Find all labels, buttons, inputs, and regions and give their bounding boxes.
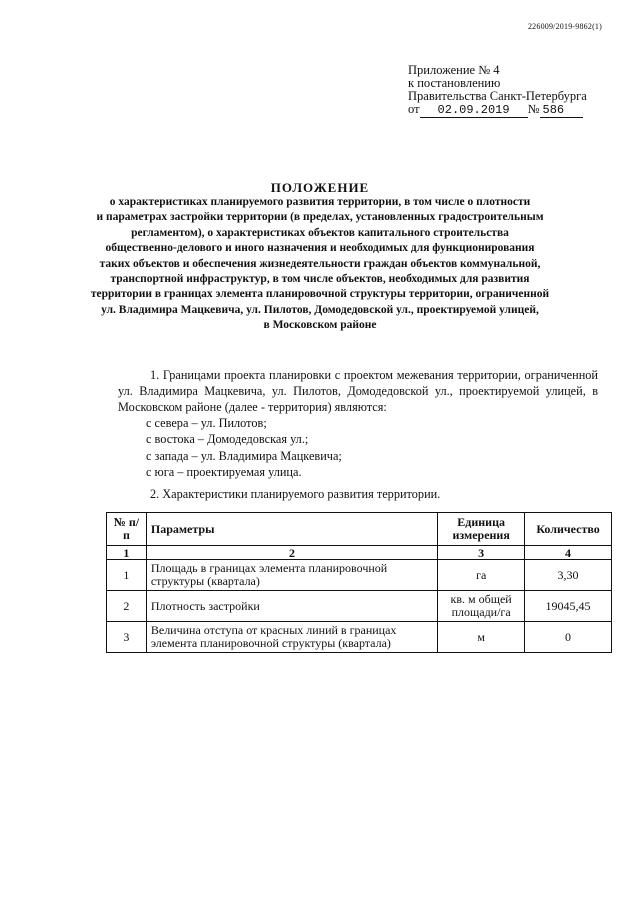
subtitle-line: общественно-делового и иного назначения и необходимых для функционирования: [105, 242, 535, 255]
subtitle-line: таких объектов и обеспечения жизнедеятельности граждан объектов коммунальной,: [99, 257, 541, 270]
section-1-paragraph: 1. Границами проекта планировки с проектом межевания территории, ограниченной ул. Владимира Мацкевича, ул. Пилотов, Домодедовской ул., проектируемой улицей, в Московском районе (далее - территория) являются:: [118, 368, 598, 414]
subtitle-line: территории в границах элемента планировочной структуры территории, ограниченной: [90, 288, 550, 301]
row-qty: 3,30: [525, 560, 612, 591]
row-unit: кв. м общей площади/га: [438, 591, 525, 622]
appendix-line-2: к постановлению: [408, 76, 501, 90]
boundary-north: с севера – ул. Пилотов;: [146, 416, 267, 430]
index-cell: 4: [525, 546, 612, 560]
boundary-south: с юга – проектируемая улица.: [146, 465, 302, 480]
date-prefix: от: [408, 102, 420, 116]
table-row: [107, 591, 612, 622]
row-unit: га: [438, 560, 525, 591]
appendix-date-line: [408, 103, 608, 118]
row-num: 1: [107, 560, 147, 591]
subtitle-line: регламентом), о характеристиках объектов капитального строительства: [131, 226, 509, 239]
row-qty: 19045,45: [525, 591, 612, 622]
header-param: Параметры: [146, 513, 437, 546]
boundaries-list: [146, 415, 342, 481]
row-unit: м: [438, 622, 525, 653]
index-cell: 1: [107, 546, 147, 560]
subtitle-line: ул. Владимира Мацкевича, ул. Пилотов, Домодедовской ул., проектируемой улицей,: [101, 303, 539, 316]
appendix-block: [408, 64, 608, 118]
row-num: 2: [107, 591, 147, 622]
document-title: ПОЛОЖЕНИЕ: [270, 180, 370, 195]
row-param: Площадь в границах элемента планировочной структуры (квартала): [146, 560, 437, 591]
table-row: [107, 622, 612, 653]
appendix-line-1: Приложение № 4: [408, 63, 500, 77]
section-2-heading: 2. Характеристики планируемого развития территории.: [150, 487, 441, 501]
document-subtitle: [80, 195, 560, 334]
parameters-table: [106, 512, 612, 653]
row-param: Плотность застройки: [146, 591, 437, 622]
boundary-west: с запада – ул. Владимира Мацкевича;: [146, 448, 342, 463]
appendix-line-3: Правительства Санкт-Петербурга: [408, 89, 587, 103]
subtitle-line: и параметрах застройки территории (в пределах, установленных градостроительным: [96, 211, 544, 224]
index-cell: 3: [438, 546, 525, 560]
row-num: 3: [107, 622, 147, 653]
header-num: № п/п: [107, 513, 147, 546]
subtitle-line: о характеристиках планируемого развития территории, в том числе о плотности: [109, 196, 531, 208]
index-cell: 2: [146, 546, 437, 560]
document-code: 226009/2019-9862(1): [527, 22, 602, 31]
table-index-row: [107, 546, 612, 560]
row-param: Величина отступа от красных линий в границах элемента планировочной структуры (квартала): [146, 622, 437, 653]
number-prefix: №: [527, 102, 540, 116]
row-qty: 0: [525, 622, 612, 653]
header-unit: Единица измерения: [438, 513, 525, 546]
table-header-row: [107, 513, 612, 546]
resolution-number: 586: [540, 104, 583, 118]
boundary-east: с востока – Домодедовская ул.;: [146, 432, 309, 447]
header-qty: Количество: [525, 513, 612, 546]
subtitle-line: транспортной инфраструктур, в том числе объектов, необходимых для развития: [110, 273, 530, 286]
resolution-date: 02.09.2019: [420, 104, 528, 118]
subtitle-line: в Московском районе: [263, 319, 377, 332]
table-row: [107, 560, 612, 591]
